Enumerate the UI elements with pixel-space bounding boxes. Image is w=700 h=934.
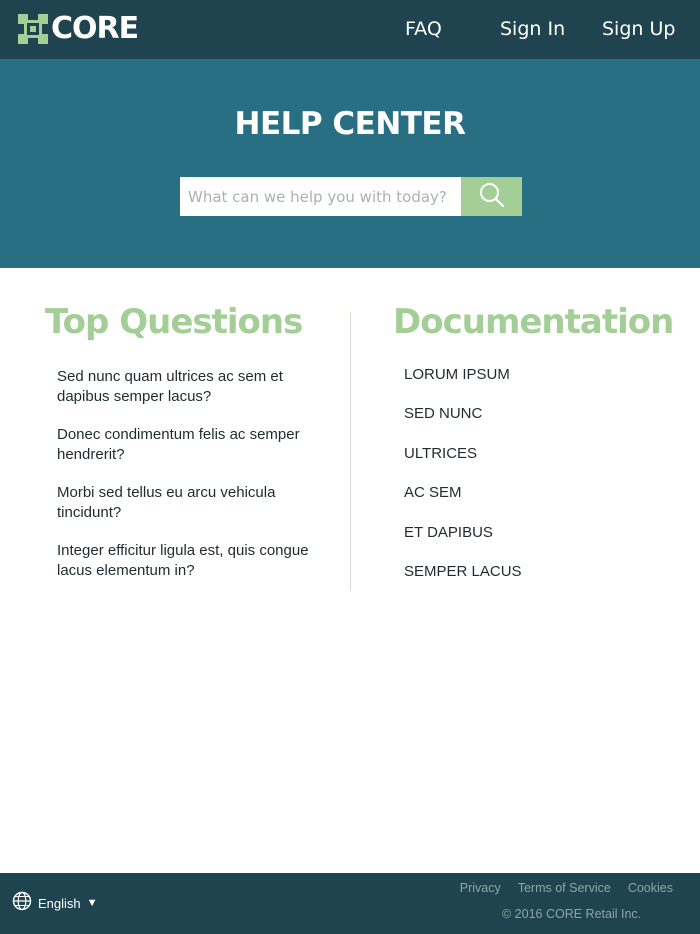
documentation-heading: Documentation bbox=[393, 302, 674, 342]
documentation-link[interactable]: ET DAPIBUS bbox=[404, 523, 493, 541]
top-questions-list bbox=[57, 367, 337, 599]
top-navigation-bar bbox=[0, 0, 700, 59]
language-label: English bbox=[38, 895, 81, 911]
documentation-link[interactable]: SEMPER LACUS bbox=[404, 562, 522, 580]
globe-icon bbox=[12, 891, 32, 916]
copyright-text: © 2016 CORE Retail Inc. bbox=[502, 907, 642, 921]
terms-of-service-link[interactable]: Terms of Service bbox=[517, 881, 611, 895]
footer-links bbox=[460, 881, 673, 895]
question-link[interactable]: Morbi sed tellus eu arcu vehicula tincidunt? bbox=[57, 484, 276, 521]
search-button[interactable] bbox=[461, 177, 522, 216]
top-questions-heading: Top Questions bbox=[45, 302, 303, 342]
nav-sign-up-link[interactable]: Sign Up bbox=[602, 18, 676, 40]
language-selector[interactable] bbox=[12, 893, 98, 913]
documentation-link[interactable]: ULTRICES bbox=[404, 444, 478, 462]
privacy-link[interactable]: Privacy bbox=[459, 881, 501, 895]
column-divider bbox=[350, 312, 351, 591]
core-logo-icon bbox=[18, 14, 48, 44]
cookies-link[interactable]: Cookies bbox=[627, 881, 673, 895]
brand-name: CORE bbox=[51, 11, 139, 46]
help-center-hero bbox=[0, 59, 700, 268]
page-title: HELP CENTER bbox=[234, 106, 466, 142]
caret-down-icon: ▼ bbox=[86, 897, 98, 909]
question-link[interactable]: Donec condimentum felis ac semper hendrerit? bbox=[57, 426, 300, 463]
documentation-link[interactable]: AC SEM bbox=[404, 484, 462, 502]
search-icon bbox=[478, 181, 506, 212]
question-link[interactable]: Sed nunc quam ultrices ac sem et dapibus semper lacus? bbox=[57, 368, 283, 405]
search-input[interactable] bbox=[180, 177, 461, 216]
documentation-link[interactable]: SED NUNC bbox=[404, 405, 483, 423]
nav-faq-link[interactable]: FAQ bbox=[405, 18, 442, 40]
core-logo[interactable] bbox=[18, 11, 139, 46]
nav-sign-in-link[interactable]: Sign In bbox=[500, 18, 566, 40]
page-footer bbox=[0, 873, 700, 934]
documentation-link[interactable]: LORUM IPSUM bbox=[404, 366, 510, 383]
documentation-list bbox=[404, 365, 664, 601]
question-link[interactable]: Integer efficitur ligula est, quis congue lacus elementum in? bbox=[57, 542, 309, 579]
